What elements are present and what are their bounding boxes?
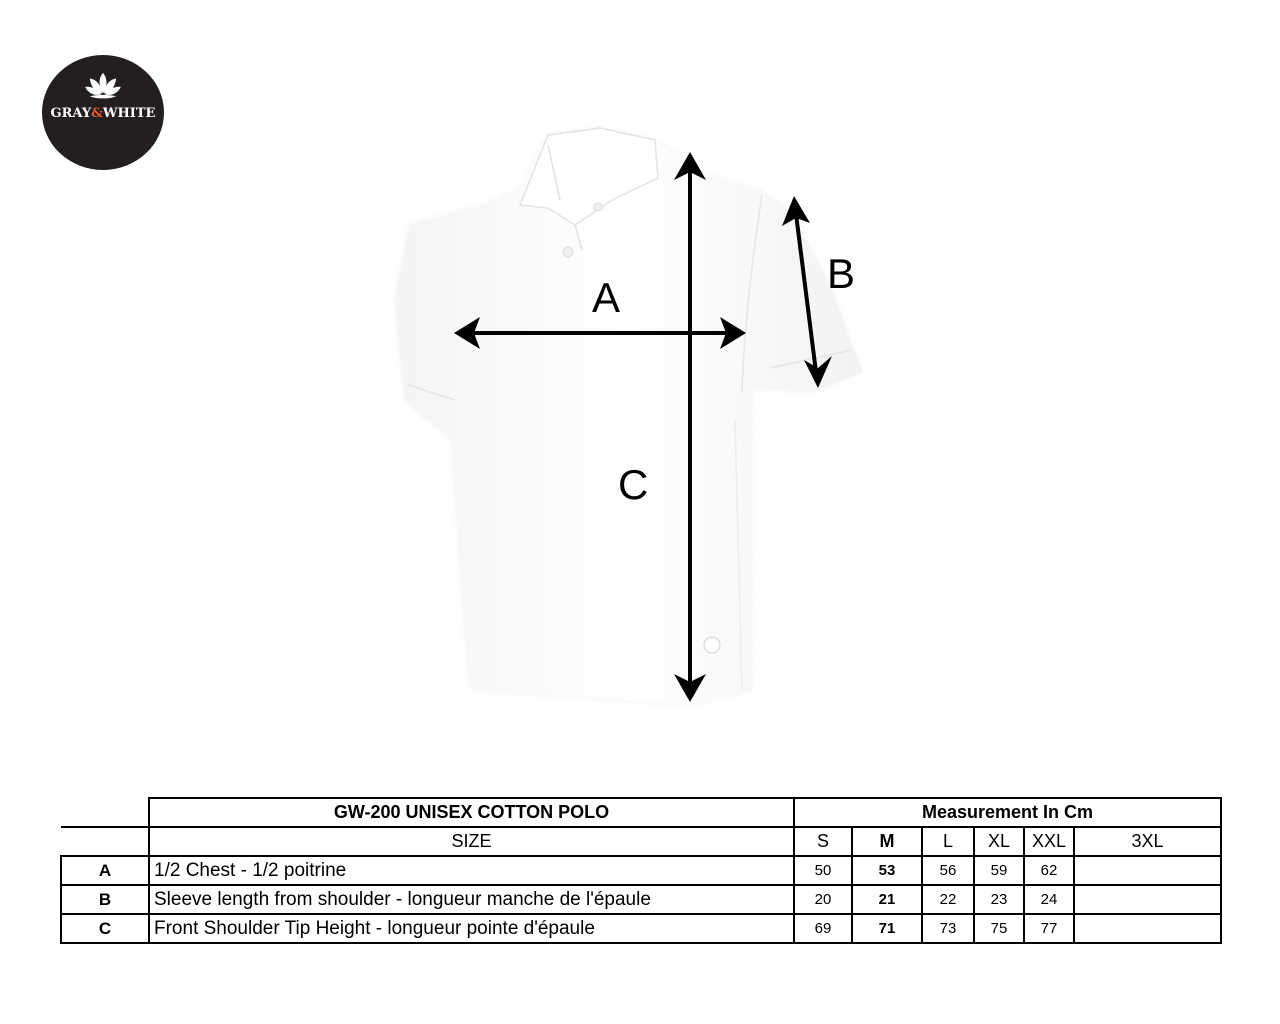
dimension-label-a: A [592, 274, 621, 321]
row-value: 50 [794, 856, 852, 885]
row-key: A [61, 856, 149, 885]
table-row [61, 914, 1221, 943]
row-value: 69 [794, 914, 852, 943]
row-value [1074, 914, 1221, 943]
size-xl-header: XL [974, 827, 1024, 856]
row-value: 71 [852, 914, 922, 943]
row-value [1074, 856, 1221, 885]
row-value: 21 [852, 885, 922, 914]
table-corner-blank [61, 827, 149, 856]
row-value: 23 [974, 885, 1024, 914]
dimension-label-c: C [618, 461, 649, 508]
row-value: 22 [922, 885, 974, 914]
row-label: 1/2 Chest - 1/2 poitrine [149, 856, 794, 885]
size-s-header: S [794, 827, 852, 856]
row-value: 56 [922, 856, 974, 885]
measurement-title: Measurement In Cm [794, 798, 1221, 827]
size-m-header: M [852, 827, 922, 856]
row-value: 53 [852, 856, 922, 885]
dimension-label-b: B [827, 250, 856, 297]
table-title-row [61, 798, 1221, 827]
row-value: 62 [1024, 856, 1074, 885]
row-value: 24 [1024, 885, 1074, 914]
row-label: Sleeve length from shoulder - longueur manche de l'épaule [149, 885, 794, 914]
row-value: 59 [974, 856, 1024, 885]
row-key: B [61, 885, 149, 914]
brand-wordmark: GRAY&WHITE [50, 106, 156, 121]
table-corner-blank [61, 798, 149, 827]
row-label: Front Shoulder Tip Height - longueur pointe d'épaule [149, 914, 794, 943]
row-value: 73 [922, 914, 974, 943]
table-row [61, 856, 1221, 885]
row-value [1074, 885, 1221, 914]
size-chart-table [60, 797, 1222, 944]
size-3xl-header: 3XL [1074, 827, 1221, 856]
row-value: 77 [1024, 914, 1074, 943]
size-l-header: L [922, 827, 974, 856]
row-key: C [61, 914, 149, 943]
table-row [61, 885, 1221, 914]
product-title: GW-200 UNISEX COTTON POLO [149, 798, 794, 827]
row-value: 75 [974, 914, 1024, 943]
row-value: 20 [794, 885, 852, 914]
table-size-header-row [61, 827, 1221, 856]
size-header-label: SIZE [149, 827, 794, 856]
size-xxl-header: XXL [1024, 827, 1074, 856]
